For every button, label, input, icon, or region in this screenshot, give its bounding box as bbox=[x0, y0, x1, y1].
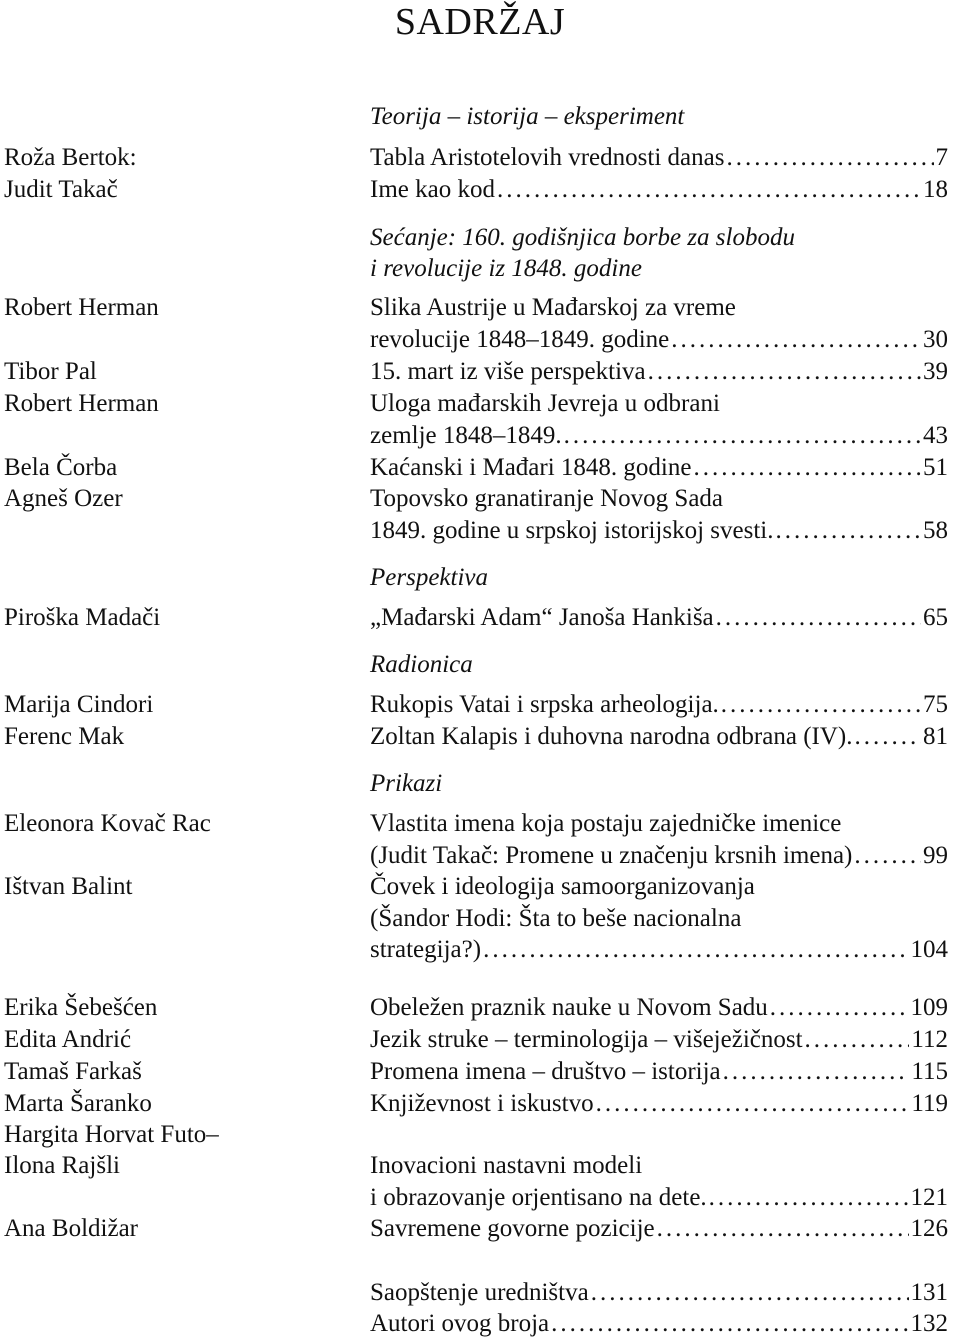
toc-title: Saopštenje uredništva bbox=[370, 1279, 589, 1306]
toc-entry bbox=[370, 1277, 948, 1309]
toc-row bbox=[0, 808, 960, 840]
toc-title: Kaćanski i Mađari 1848. godine bbox=[370, 454, 692, 481]
toc-entry bbox=[370, 356, 948, 388]
toc-page: 75 bbox=[923, 691, 948, 718]
dot-leader bbox=[551, 1308, 908, 1340]
toc-author: Ilona Rajšli bbox=[4, 1152, 120, 1179]
toc-author: Agneš Ozer bbox=[4, 485, 123, 512]
toc-title: Autori ovog broja bbox=[370, 1310, 550, 1337]
toc-author: Marta Šaranko bbox=[4, 1090, 152, 1117]
toc-author: Tamaš Farkaš bbox=[4, 1058, 142, 1085]
dot-leader bbox=[770, 992, 909, 1024]
toc-page: 99 bbox=[923, 842, 948, 869]
toc-author: Ištvan Balint bbox=[4, 873, 133, 900]
dot-leader bbox=[483, 934, 908, 966]
toc-row bbox=[0, 1056, 960, 1088]
dot-leader bbox=[775, 515, 921, 547]
toc-page: 65 bbox=[923, 604, 948, 631]
toc-row bbox=[0, 292, 960, 324]
toc-entry bbox=[370, 1150, 948, 1182]
toc-author: Ana Boldižar bbox=[4, 1215, 138, 1242]
dot-leader bbox=[716, 602, 921, 634]
toc-title: zemlje 1848–1849. bbox=[370, 422, 562, 449]
toc-entry bbox=[370, 602, 948, 634]
toc-page: 109 bbox=[910, 994, 948, 1021]
dot-leader bbox=[671, 324, 921, 356]
toc-page: 51 bbox=[923, 454, 948, 481]
toc-title: 15. mart iz više perspektiva bbox=[370, 358, 646, 385]
toc-author: Erika Šebešćen bbox=[4, 994, 158, 1021]
toc-title: Rukopis Vatai i srpska arheologija. bbox=[370, 691, 719, 718]
toc-entry bbox=[370, 903, 948, 935]
toc-entry bbox=[370, 871, 948, 903]
dot-leader bbox=[657, 1213, 909, 1245]
toc-entry bbox=[370, 1056, 948, 1088]
dot-leader bbox=[564, 420, 921, 452]
toc-row bbox=[0, 483, 960, 515]
toc-page: 121 bbox=[910, 1184, 948, 1211]
section-heading: Perspektiva bbox=[370, 564, 489, 591]
toc-entry bbox=[370, 808, 948, 840]
toc-row bbox=[0, 452, 960, 484]
toc-row bbox=[0, 721, 960, 753]
toc-row bbox=[0, 871, 960, 903]
toc-entry bbox=[370, 142, 948, 174]
toc-page: 112 bbox=[911, 1026, 948, 1053]
toc-title: Promena imena – društvo – istorija bbox=[370, 1058, 721, 1085]
toc-title: Slika Austrije u Mađarskoj za vreme bbox=[370, 294, 736, 321]
section-heading: i revolucije iz 1848. godine bbox=[370, 255, 642, 282]
page-title: SADRŽAJ bbox=[394, 1, 566, 43]
toc-entry bbox=[370, 452, 948, 484]
dot-leader bbox=[726, 142, 933, 174]
toc-entry bbox=[370, 1024, 948, 1056]
toc-row bbox=[0, 1277, 960, 1309]
toc-page: 39 bbox=[923, 358, 948, 385]
dot-leader bbox=[854, 721, 921, 753]
dot-leader bbox=[497, 174, 921, 206]
toc-title: Uloga mađarskih Jevreja u odbrani bbox=[370, 390, 720, 417]
toc-page: 126 bbox=[910, 1215, 948, 1242]
toc-title: i obrazovanje orjentisano na dete. bbox=[370, 1184, 707, 1211]
toc-title: Jezik struke – terminologija – višeježičnost bbox=[370, 1026, 803, 1053]
toc-title: Inovacioni nastavni modeli bbox=[370, 1152, 643, 1179]
toc-entry bbox=[370, 1088, 948, 1120]
toc-page: 81 bbox=[923, 723, 948, 750]
toc-title: Ime kao kod bbox=[370, 176, 495, 203]
toc-entry bbox=[370, 483, 948, 515]
section-heading: Radionica bbox=[370, 651, 473, 678]
toc-author: Robert Herman bbox=[4, 390, 159, 417]
toc-author: Tibor Pal bbox=[4, 358, 97, 385]
toc-entry bbox=[370, 324, 948, 356]
toc-entry bbox=[370, 1308, 948, 1340]
toc-title: Tabla Aristotelovih vrednosti danas bbox=[370, 144, 725, 171]
dot-leader bbox=[648, 356, 921, 388]
toc-author: Marija Cindori bbox=[4, 691, 154, 718]
toc-author: Roža Bertok: bbox=[4, 144, 137, 171]
toc-entry bbox=[370, 420, 948, 452]
toc-title: (Judit Takač: Promene u značenju krsnih imena) bbox=[370, 842, 853, 869]
toc-row bbox=[0, 934, 960, 966]
toc-entry bbox=[370, 174, 948, 206]
toc-entry bbox=[370, 840, 948, 872]
toc-title: Zoltan Kalapis i duhovna narodna odbrana (IV). bbox=[370, 723, 853, 750]
toc-entry bbox=[370, 515, 948, 547]
toc-row bbox=[0, 602, 960, 634]
toc-title: Topovsko granatiranje Novog Sada bbox=[370, 485, 724, 512]
toc-row bbox=[0, 992, 960, 1024]
toc-title: (Šandor Hodi: Šta to beše nacionalna bbox=[370, 905, 742, 932]
section-heading: Sećanje: 160. godišnjica borbe za slobodu bbox=[370, 224, 795, 251]
toc-row bbox=[0, 903, 960, 935]
toc-page: 18 bbox=[923, 176, 948, 203]
toc-title: Vlastita imena koja postaju zajedničke imenice bbox=[370, 810, 842, 837]
toc-author: Piroška Madači bbox=[4, 604, 161, 631]
toc-title: Obeležen praznik nauke u Novom Sadu bbox=[370, 994, 768, 1021]
toc-author: Ferenc Mak bbox=[4, 723, 125, 750]
toc-page: 30 bbox=[923, 326, 948, 353]
toc-entry bbox=[370, 934, 948, 966]
toc-entry bbox=[370, 689, 948, 721]
toc-row bbox=[0, 142, 960, 174]
toc-row bbox=[0, 1308, 960, 1340]
toc-title: Savremene govorne pozicije bbox=[370, 1215, 655, 1242]
toc-row bbox=[0, 1182, 960, 1214]
toc-row bbox=[0, 1150, 960, 1182]
toc-row bbox=[0, 1088, 960, 1120]
toc-entry bbox=[370, 1213, 948, 1245]
toc-page: 119 bbox=[911, 1090, 948, 1117]
dot-leader bbox=[693, 452, 921, 484]
dot-leader bbox=[591, 1277, 909, 1309]
toc-author: Hargita Horvat Futo– bbox=[4, 1121, 219, 1148]
toc-author: Bela Čorba bbox=[4, 454, 118, 481]
dot-leader bbox=[723, 1056, 910, 1088]
toc-title: strategija?) bbox=[370, 936, 482, 963]
toc-title: Čovek i ideologija samoorganizovanja bbox=[370, 873, 755, 900]
toc-row bbox=[0, 1119, 960, 1151]
toc-row bbox=[0, 356, 960, 388]
dot-leader bbox=[709, 1182, 909, 1214]
toc-page: 7 bbox=[935, 144, 948, 171]
toc-title: 1849. godine u srpskoj istorijskoj svesti. bbox=[370, 517, 774, 544]
toc-author: Eleonora Kovač Rac bbox=[4, 810, 211, 837]
toc-author: Judit Takač bbox=[4, 176, 118, 203]
toc-row bbox=[0, 1213, 960, 1245]
dot-leader bbox=[805, 1024, 910, 1056]
toc-row bbox=[0, 515, 960, 547]
toc-row bbox=[0, 388, 960, 420]
toc-row bbox=[0, 689, 960, 721]
toc-title: revolucije 1848–1849. godine bbox=[370, 326, 670, 353]
toc-page: 43 bbox=[923, 422, 948, 449]
toc-row bbox=[0, 840, 960, 872]
toc-entry bbox=[370, 721, 948, 753]
dot-leader bbox=[854, 840, 921, 872]
toc-entry bbox=[370, 292, 948, 324]
toc-page: 58 bbox=[923, 517, 948, 544]
toc-entry bbox=[370, 992, 948, 1024]
toc-page: 104 bbox=[910, 936, 948, 963]
toc-page: 132 bbox=[910, 1310, 948, 1337]
toc-title: „Mađarski Adam“ Janoša Hankiša bbox=[370, 604, 714, 631]
toc-row bbox=[0, 324, 960, 356]
toc-title: Književnost i iskustvo bbox=[370, 1090, 594, 1117]
toc-author: Edita Andrić bbox=[4, 1026, 132, 1053]
dot-leader bbox=[721, 689, 921, 721]
toc-row bbox=[0, 420, 960, 452]
dot-leader bbox=[596, 1088, 910, 1120]
section-heading: Teorija – istorija – eksperiment bbox=[370, 103, 685, 130]
toc-page: 131 bbox=[910, 1279, 948, 1306]
toc-row bbox=[0, 174, 960, 206]
toc-row bbox=[0, 1024, 960, 1056]
section-heading: Prikazi bbox=[370, 770, 443, 797]
toc-author: Robert Herman bbox=[4, 294, 159, 321]
toc-entry bbox=[370, 1182, 948, 1214]
toc-entry bbox=[370, 388, 948, 420]
toc-page: 115 bbox=[911, 1058, 948, 1085]
